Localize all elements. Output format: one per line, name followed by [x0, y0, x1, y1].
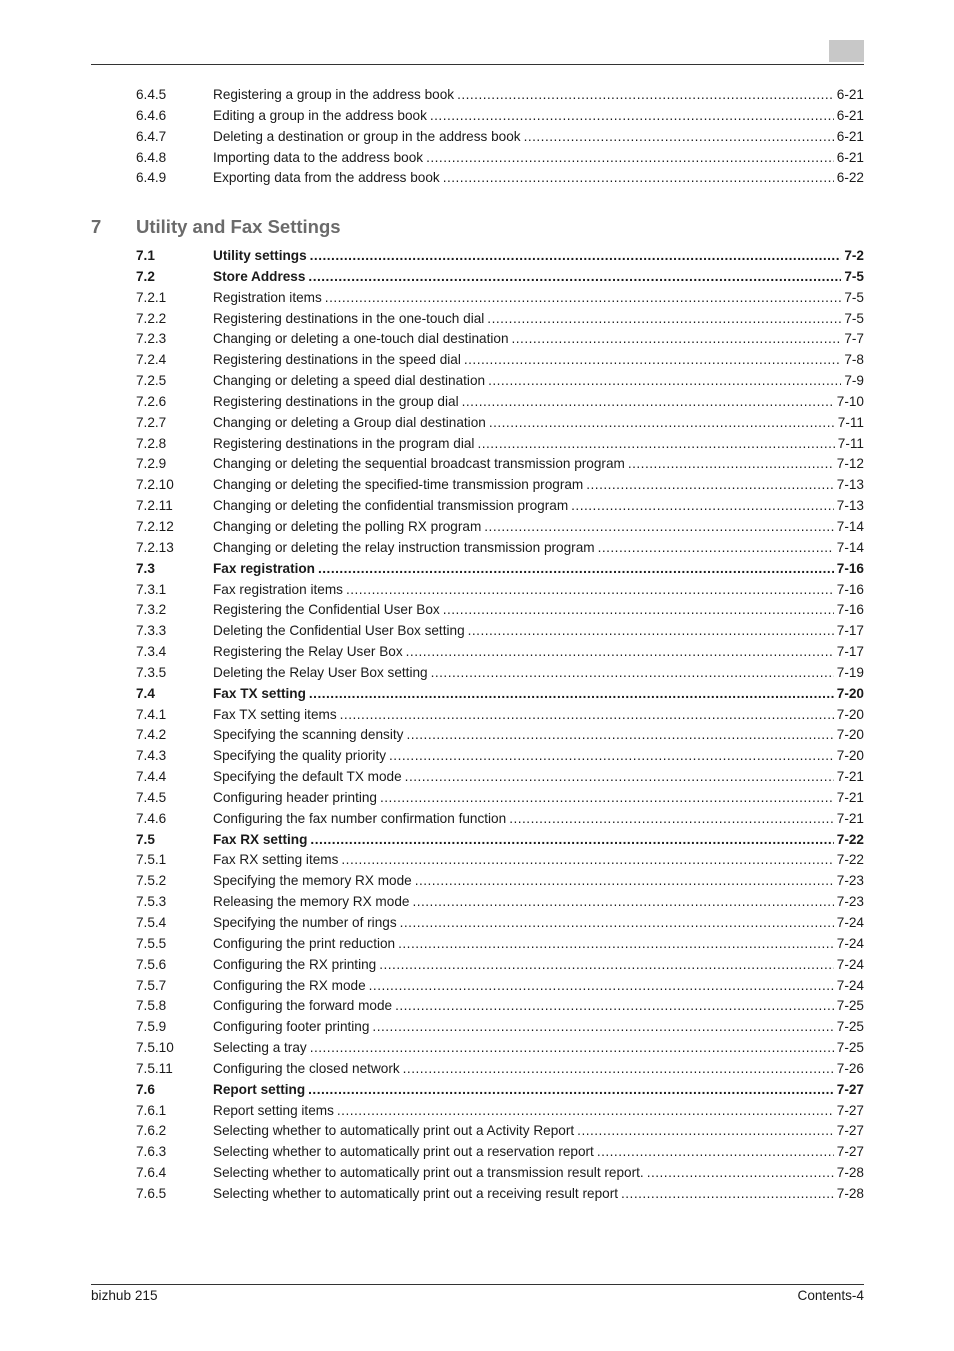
toc-entry-page: 6-21: [836, 128, 864, 144]
toc-entry-row[interactable]: [136, 517, 864, 538]
toc-dot-leader: [400, 913, 834, 934]
toc-entry-page: 7-2: [844, 248, 864, 263]
toc-entry-page: 7-7: [844, 331, 864, 347]
toc-entry-title: Registering the Confidential User Box: [213, 602, 440, 618]
toc-entry-number: 7.6: [136, 1081, 155, 1097]
toc-entry-number: 7.2.3: [136, 331, 167, 347]
toc-entry-row[interactable]: [136, 1101, 864, 1122]
toc-entry-title: Configuring the RX mode: [213, 977, 366, 993]
toc-entry-row[interactable]: [136, 1184, 864, 1205]
toc-entry-row[interactable]: [136, 127, 864, 148]
toc-dot-leader: [477, 434, 834, 455]
toc-dot-leader: [412, 892, 833, 913]
toc-entry-title: Fax TX setting items: [213, 706, 337, 722]
toc-entry-title: Changing or deleting the sequential broadcast transmission program: [213, 456, 625, 472]
toc-entry-page: 6-22: [836, 170, 864, 186]
toc-entry-page: 7-27: [836, 1144, 864, 1160]
toc-entry-page: 7-19: [836, 664, 864, 680]
toc-entry-row[interactable]: [136, 663, 864, 684]
toc-entry-row[interactable]: [136, 309, 864, 330]
toc-dot-leader: [308, 267, 841, 288]
toc-entry-page: 7-21: [836, 789, 864, 805]
toc-entry-number: 7.6.5: [136, 1185, 167, 1201]
toc-section-row[interactable]: [136, 267, 864, 288]
toc-entry-page: 6-21: [836, 87, 864, 102]
toc-entry-number: 7.3: [136, 560, 155, 576]
toc-entry-row[interactable]: [136, 371, 864, 392]
toc-entry-title: Configuring footer printing: [213, 1019, 370, 1035]
toc-dot-leader: [484, 517, 834, 538]
toc-entry-number: 7.2.1: [136, 289, 167, 305]
toc-dot-leader: [310, 1038, 834, 1059]
toc-entry-row[interactable]: [136, 496, 864, 517]
toc-dot-leader: [464, 350, 841, 371]
toc-entry-page: 7-25: [836, 1019, 864, 1035]
toc-entry-page: 7-14: [836, 539, 864, 555]
toc-entry-title: Configuring the forward mode: [213, 998, 393, 1014]
footer-page-label: Contents-4: [797, 1288, 864, 1303]
toc-entry-row[interactable]: [136, 850, 864, 871]
toc-entry-title: Registering destinations in the program dial: [213, 435, 475, 451]
toc-chapter-7: [136, 246, 864, 1205]
toc-entry-title: Registering the Relay User Box: [213, 644, 403, 660]
toc-entry-number: 7.6.1: [136, 1102, 167, 1118]
toc-entry-title: Specifying the quality priority: [213, 748, 387, 764]
toc-dot-leader: [468, 621, 834, 642]
toc-entry-title: Registering a group in the address book: [213, 87, 455, 102]
toc-entry-row[interactable]: [136, 809, 864, 830]
toc-dot-leader: [443, 600, 834, 621]
toc-entry-number: 7.4.4: [136, 769, 167, 785]
toc-entry-title: Registration items: [213, 289, 322, 305]
toc-entry-page: 6-21: [836, 149, 864, 165]
toc-entry-row[interactable]: [136, 288, 864, 309]
toc-entry-page: 7-20: [836, 748, 864, 764]
toc-entry-number: 6.4.6: [136, 107, 167, 123]
toc-entry-title: Specifying the scanning density: [213, 727, 404, 743]
toc-entry-number: 7.4.3: [136, 748, 167, 764]
toc-entry-page: 7-17: [836, 644, 864, 660]
toc-dot-leader: [325, 288, 842, 309]
toc-entry-number: 7.2.10: [136, 477, 174, 493]
toc-entry-page: 7-23: [836, 894, 864, 910]
toc-dot-leader: [431, 663, 834, 684]
toc-entry-page: 7-16: [836, 602, 864, 618]
toc-entry-title: Changing or deleting a speed dial destination: [213, 373, 486, 389]
chapter-title: Utility and Fax Settings: [136, 216, 341, 237]
toc-entry-title: Configuring the RX printing: [213, 956, 377, 972]
toc-section-row[interactable]: [136, 246, 864, 267]
toc-entry-number: 7.5.4: [136, 915, 167, 930]
toc-entry-page: 7-11: [837, 435, 864, 451]
toc-entry-number: 6.4.5: [136, 87, 167, 102]
toc-entry-page: 7-28: [836, 1165, 864, 1181]
toc-entry-title: Configuring the print reduction: [213, 935, 396, 951]
toc-dot-leader: [426, 148, 834, 169]
toc-entry-page: 7-27: [836, 1102, 864, 1118]
toc-entry-number: 7.5.1: [136, 852, 167, 868]
toc-entry-number: 7.5.6: [136, 956, 167, 972]
toc-entry-row[interactable]: [136, 913, 864, 934]
toc-entry-row[interactable]: [136, 725, 864, 746]
toc-entry-title: Changing or deleting the specified-time transmission program: [213, 477, 584, 493]
toc-entry-number: 7.5.11: [136, 1060, 173, 1076]
toc-dot-leader: [309, 684, 834, 705]
toc-entry-row[interactable]: [136, 1163, 864, 1184]
toc-entry-number: 7.4: [136, 685, 155, 701]
toc-dot-leader: [406, 725, 833, 746]
toc-dot-leader: [318, 559, 834, 580]
toc-entry-page: 7-8: [844, 352, 864, 368]
toc-entry-number: 7.2.11: [136, 498, 173, 514]
toc-entry-page: 7-12: [836, 456, 864, 472]
toc-entry-title: Configuring the closed network: [213, 1060, 400, 1076]
toc-section-6-4: [136, 85, 864, 189]
toc-entry-number: 6.4.8: [136, 149, 167, 165]
toc-entry-page: 7-11: [837, 414, 864, 430]
toc-entry-title: Configuring header printing: [213, 789, 377, 805]
toc-entry-page: 7-28: [836, 1185, 864, 1201]
toc-dot-leader: [621, 1184, 834, 1205]
toc-entry-title: Importing data to the address book: [213, 149, 424, 165]
toc-section-row[interactable]: [136, 830, 864, 851]
toc-entry-row[interactable]: [136, 892, 864, 913]
toc-entry-row[interactable]: [136, 392, 864, 413]
toc-entry-row[interactable]: [136, 976, 864, 997]
toc-section-row[interactable]: [136, 684, 864, 705]
toc-entry-title: Registering destinations in the group dial: [213, 393, 459, 409]
toc-entry-page: 7-14: [836, 518, 864, 534]
toc-entry-number: 7.2.6: [136, 393, 167, 409]
toc-dot-leader: [310, 246, 842, 267]
toc-entry-title: Changing or deleting a Group dial destination: [213, 414, 486, 430]
toc-entry-row[interactable]: [136, 538, 864, 559]
toc-entry-number: 7.1: [136, 248, 155, 263]
toc-dot-leader: [577, 1121, 834, 1142]
toc-entry-row[interactable]: [136, 1059, 864, 1080]
toc-entry-row[interactable]: [136, 168, 864, 189]
toc-entry-page: 6-21: [836, 107, 864, 123]
toc-dot-leader: [389, 746, 834, 767]
toc-entry-row[interactable]: [136, 1017, 864, 1038]
toc-entry-row[interactable]: [136, 642, 864, 663]
toc-entry-title: Fax registration items: [213, 581, 343, 597]
toc-entry-page: 7-27: [836, 1123, 864, 1139]
toc-entry-number: 7.5.3: [136, 894, 167, 910]
toc-entry-page: 7-22: [836, 852, 864, 868]
toc-entry-number: 7.5.8: [136, 998, 167, 1014]
toc-entry-number: 7.4.2: [136, 727, 167, 743]
toc-entry-title: Deleting a destination or group in the address book: [213, 128, 521, 144]
toc-entry-page: 7-27: [836, 1081, 864, 1097]
toc-entry-title: Specifying the memory RX mode: [213, 873, 412, 889]
toc-entry-page: 7-25: [836, 1040, 864, 1056]
toc-entry-page: 7-24: [836, 935, 864, 951]
toc-entry-page: 7-13: [836, 498, 864, 514]
toc-dot-leader: [346, 580, 834, 601]
page-corner-tab: [829, 40, 864, 62]
toc-entry-title: Changing or deleting a one-touch dial destination: [213, 331, 509, 347]
toc-entry-page: 7-25: [836, 998, 864, 1014]
toc-dot-leader: [512, 329, 842, 350]
toc-entry-page: 7-5: [844, 289, 864, 305]
toc-dot-leader: [509, 809, 834, 830]
toc-entry-row[interactable]: [136, 454, 864, 475]
toc-dot-leader: [457, 85, 834, 106]
toc-entry-title: Fax RX setting: [213, 831, 308, 847]
toc-entry-number: 7.3.3: [136, 623, 167, 639]
toc-entry-page: 7-20: [836, 727, 864, 743]
toc-entry-row[interactable]: [136, 600, 864, 621]
toc-entry-page: 7-20: [836, 706, 864, 722]
toc-entry-number: 7.4.1: [136, 706, 167, 722]
toc-entry-page: 7-21: [836, 810, 864, 826]
toc-entry-page: 7-5: [844, 310, 864, 326]
header-rule: [91, 64, 864, 65]
toc-entry-title: Changing or deleting the polling RX program: [213, 518, 482, 534]
toc-entry-number: 7.5.5: [136, 935, 167, 951]
toc-dot-leader: [398, 934, 834, 955]
chapter-heading: [91, 213, 341, 241]
toc-entry-number: 7.2: [136, 268, 155, 284]
toc-entry-number: 7.6.3: [136, 1144, 167, 1160]
toc-entry-number: 6.4.9: [136, 170, 167, 186]
toc-entry-title: Registering destinations in the speed dial: [213, 352, 461, 368]
toc-entry-title: Changing or deleting the relay instruction transmission program: [213, 539, 595, 555]
toc-dot-leader: [487, 309, 841, 330]
toc-entry-page: 7-17: [836, 623, 864, 639]
toc-entry-title: Selecting whether to automatically print out a transmission result report.: [213, 1165, 644, 1181]
toc-entry-row[interactable]: [136, 788, 864, 809]
toc-entry-title: Exporting data from the address book: [213, 170, 440, 186]
toc-dot-leader: [586, 475, 834, 496]
toc-entry-page: 7-20: [836, 685, 864, 701]
toc-dot-leader: [415, 871, 834, 892]
toc-entry-page: 7-24: [836, 915, 864, 930]
toc-entry-title: Store Address: [213, 268, 306, 284]
toc-entry-row[interactable]: [136, 1142, 864, 1163]
toc-entry-title: Selecting whether to automatically print out a reservation report: [213, 1144, 594, 1160]
toc-section-row[interactable]: [136, 559, 864, 580]
toc-dot-leader: [488, 371, 841, 392]
toc-entry-page: 7-16: [836, 560, 864, 576]
toc-dot-leader: [337, 1101, 834, 1122]
toc-entry-row[interactable]: [136, 85, 864, 106]
toc-dot-leader: [598, 538, 834, 559]
toc-dot-leader: [405, 767, 834, 788]
toc-entry-title: Fax RX setting items: [213, 852, 339, 868]
toc-entry-title: Configuring the fax number confirmation function: [213, 810, 507, 826]
toc-entry-page: 7-22: [836, 831, 864, 847]
toc-dot-leader: [403, 1059, 834, 1080]
toc-entry-page: 7-5: [844, 268, 864, 284]
toc-entry-title: Specifying the number of rings: [213, 915, 397, 930]
toc-entry-number: 7.4.6: [136, 810, 167, 826]
toc-entry-title: Deleting the Relay User Box setting: [213, 664, 428, 680]
toc-entry-number: 7.4.5: [136, 789, 167, 805]
toc-dot-leader: [406, 642, 834, 663]
toc-entry-number: 7.2.5: [136, 373, 167, 389]
toc-entry-row[interactable]: [136, 413, 864, 434]
toc-entry-page: 7-9: [844, 373, 864, 389]
toc-entry-row[interactable]: [136, 434, 864, 455]
toc-entry-title: Report setting items: [213, 1102, 334, 1118]
toc-entry-title: Specifying the default TX mode: [213, 769, 402, 785]
toc-entry-number: 7.6.2: [136, 1123, 167, 1139]
toc-entry-title: Utility settings: [213, 248, 307, 263]
toc-dot-leader: [341, 850, 833, 871]
toc-entry-number: 7.2.4: [136, 352, 167, 368]
toc-entry-page: 7-23: [836, 873, 864, 889]
footer-product-name: bizhub 215: [91, 1288, 158, 1303]
toc-entry-page: 7-24: [836, 956, 864, 972]
toc-entry-title: Selecting a tray: [213, 1040, 307, 1056]
toc-entry-number: 7.5.10: [136, 1040, 174, 1056]
toc-entry-page: 7-16: [836, 581, 864, 597]
toc-entry-number: 7.3.5: [136, 664, 167, 680]
toc-entry-number: 7.5.9: [136, 1019, 167, 1035]
toc-dot-leader: [443, 168, 834, 189]
toc-entry-row[interactable]: [136, 767, 864, 788]
toc-entry-title: Selecting whether to automatically print out a receiving result report: [213, 1185, 618, 1201]
toc-entry-number: 7.2.7: [136, 414, 167, 430]
toc-entry-row[interactable]: [136, 746, 864, 767]
toc-dot-leader: [628, 454, 834, 475]
toc-entry-title: Fax registration: [213, 560, 315, 576]
toc-entry-number: 7.2.2: [136, 310, 167, 326]
toc-dot-leader: [489, 413, 835, 434]
toc-entry-title: Selecting whether to automatically print out a Activity Report: [213, 1123, 575, 1139]
toc-entry-page: 7-24: [836, 977, 864, 993]
toc-entry-number: 7.2.8: [136, 435, 167, 451]
toc-dot-leader: [430, 106, 834, 127]
toc-entry-number: 7.5.2: [136, 873, 167, 889]
toc-dot-leader: [372, 1017, 833, 1038]
toc-entry-title: Releasing the memory RX mode: [213, 894, 410, 910]
toc-entry-number: 7.3.1: [136, 581, 167, 597]
toc-entry-number: 7.3.4: [136, 644, 167, 660]
toc-entry-title: Editing a group in the address book: [213, 107, 427, 123]
toc-dot-leader: [379, 955, 834, 976]
toc-dot-leader: [308, 1080, 834, 1101]
toc-entry-number: 7.2.13: [136, 539, 174, 555]
toc-dot-leader: [597, 1142, 834, 1163]
toc-entry-page: 7-13: [836, 477, 864, 493]
toc-entry-number: 7.3.2: [136, 602, 167, 618]
toc-entry-row[interactable]: [136, 148, 864, 169]
toc-entry-row[interactable]: [136, 934, 864, 955]
footer-rule: [91, 1284, 864, 1285]
toc-entry-number: 7.5.7: [136, 977, 167, 993]
toc-entry-page: 7-10: [836, 393, 864, 409]
toc-entry-row[interactable]: [136, 1121, 864, 1142]
toc-dot-leader: [395, 996, 834, 1017]
toc-entry-row[interactable]: [136, 329, 864, 350]
toc-entry-number: 7.2.9: [136, 456, 167, 472]
toc-entry-row[interactable]: [136, 871, 864, 892]
toc-dot-leader: [462, 392, 834, 413]
toc-entry-row[interactable]: [136, 580, 864, 601]
toc-entry-row[interactable]: [136, 621, 864, 642]
toc-entry-row[interactable]: [136, 1038, 864, 1059]
toc-dot-leader: [310, 830, 833, 851]
toc-dot-leader: [369, 976, 834, 997]
toc-dot-leader: [647, 1163, 834, 1184]
toc-entry-title: Registering destinations in the one-touch dial: [213, 310, 485, 326]
toc-entry-row[interactable]: [136, 705, 864, 726]
toc-entry-title: Deleting the Confidential User Box setting: [213, 623, 465, 639]
toc-entry-row[interactable]: [136, 955, 864, 976]
toc-entry-number: 7.6.4: [136, 1165, 167, 1181]
toc-entry-row[interactable]: [136, 996, 864, 1017]
toc-dot-leader: [380, 788, 834, 809]
toc-entry-row[interactable]: [136, 350, 864, 371]
toc-entry-page: 7-26: [836, 1060, 864, 1076]
toc-entry-number: 6.4.7: [136, 128, 167, 144]
toc-entry-page: 7-21: [836, 769, 864, 785]
toc-entry-title: Changing or deleting the confidential transmission program: [213, 498, 569, 514]
toc-entry-row[interactable]: [136, 475, 864, 496]
toc-dot-leader: [340, 705, 834, 726]
toc-entry-title: Report setting: [213, 1081, 306, 1097]
toc-dot-leader: [524, 127, 834, 148]
toc-entry-row[interactable]: [136, 106, 864, 127]
toc-entry-number: 7.2.12: [136, 518, 174, 534]
chapter-number: 7: [91, 216, 102, 237]
toc-entry-number: 7.5: [136, 831, 155, 847]
toc-entry-title: Fax TX setting: [213, 685, 306, 701]
toc-section-row[interactable]: [136, 1080, 864, 1101]
toc-dot-leader: [571, 496, 834, 517]
